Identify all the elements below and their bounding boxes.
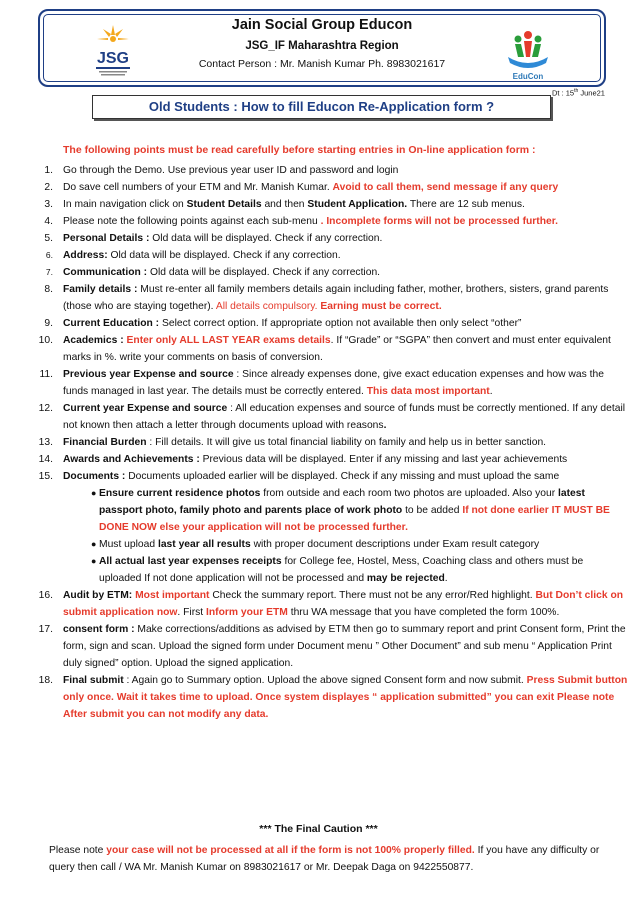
- list-item-number: 16.: [38, 590, 53, 601]
- list-item: [18, 281, 628, 315]
- list-item-number: 9.: [44, 318, 53, 329]
- text-segment: Inform your ETM: [206, 607, 288, 618]
- text-segment: Ensure current residence photos: [99, 488, 261, 499]
- list-item-number: 11.: [39, 369, 53, 380]
- text-segment: : Since already expenses done, give exact education expenses and how was the funds managed in last year. The details must be correctly entered.: [63, 369, 604, 397]
- text-segment: Personal Details :: [63, 233, 150, 244]
- list-item: [18, 247, 628, 264]
- bullet-icon: ●: [91, 556, 97, 566]
- text-segment: Do save cell numbers of your ETM and Mr. Manish Kumar.: [63, 182, 333, 193]
- org-name: Jain Social Group Educon: [231, 17, 413, 33]
- list-item: [18, 162, 628, 179]
- date-month: June21: [578, 88, 605, 98]
- final-caution-title: *** The Final Caution ***: [259, 823, 378, 835]
- contact-person: Contact Person : Mr. Manish Kumar Ph. 8983021617: [198, 58, 446, 70]
- text-segment: Student Details: [186, 199, 262, 210]
- text-segment: Check the summary report. There must not be any error/Red highlight.: [209, 590, 536, 601]
- list-item-number: 1.: [44, 165, 53, 176]
- list-item-number: 5.: [44, 233, 53, 244]
- text-segment: .: [489, 386, 493, 397]
- list-item: [18, 672, 628, 723]
- text-segment: .: [444, 573, 448, 584]
- text-segment: and then: [261, 199, 308, 210]
- bullet-icon: ●: [91, 488, 97, 498]
- text-segment: thru WA message that you have completed the form 100%.: [287, 607, 560, 618]
- list-item: [18, 451, 628, 468]
- text-segment: Old data will be displayed. Check if any correction.: [107, 250, 341, 261]
- text-segment: All actual last year expenses receipts: [99, 556, 282, 567]
- text-segment: Awards and Achievements :: [63, 454, 200, 465]
- document-date: [552, 88, 605, 98]
- text-segment: consent form :: [63, 624, 135, 635]
- list-item: [18, 434, 628, 451]
- final-caution-text: [49, 842, 619, 876]
- list-item-number: 6.: [45, 250, 53, 260]
- text-segment: latest passport photo, family photo and parents place of work photo: [99, 488, 585, 516]
- text-segment: Communication :: [63, 267, 148, 278]
- text-segment: Documents uploaded earlier will be displayed. Check if any missing and must upload the same: [125, 471, 560, 482]
- list-item: [18, 621, 628, 672]
- sub-bullet-item: [18, 485, 628, 536]
- text-segment: In main navigation click on: [63, 199, 187, 210]
- text-segment: Address:: [63, 250, 108, 261]
- text-segment: Academics :: [63, 335, 124, 346]
- list-item-number: 17.: [38, 624, 53, 635]
- instruction-note: The following points must be read carefully before starting entries in On-line application form :: [63, 144, 536, 156]
- bullet-icon: ●: [91, 539, 97, 549]
- list-item: [18, 332, 628, 366]
- list-item: [18, 196, 628, 213]
- text-segment: Earning must be correct.: [320, 301, 442, 312]
- text-segment: Old data will be displayed. Check if any correction.: [147, 267, 381, 278]
- list-item-number: 4.: [44, 216, 53, 227]
- jsg-logo-text: JSG: [96, 50, 130, 67]
- text-segment: : All education expenses and source of funds must be correctly mentioned. If any detail not known then attach a letter through documents upload with reasons: [63, 403, 626, 431]
- text-segment: Must upload: [99, 539, 158, 550]
- instructions-list: [18, 162, 628, 723]
- text-segment: Go through the Demo. Use previous year user ID and password and login: [63, 165, 399, 176]
- date-prefix: Dt : 15: [552, 88, 575, 98]
- text-segment: Please note the following points against each sub-menu: [63, 216, 321, 227]
- text-segment: Current year Expense and source: [63, 403, 228, 414]
- educon-logo-text: EduCon: [512, 72, 544, 81]
- text-segment: Old data will be displayed. Check if any correction.: [149, 233, 383, 244]
- text-segment: last year all results: [157, 539, 251, 550]
- text-segment: may be rejected: [366, 573, 445, 584]
- text-segment: : Fill details. It will give us total financial liability on family and help us in better sanction.: [146, 437, 547, 448]
- list-item-number: 3.: [44, 199, 53, 210]
- list-item-number: 7.: [45, 267, 53, 277]
- text-segment: Family details :: [63, 284, 138, 295]
- header-box: [38, 9, 606, 87]
- region-name: JSG_IF Maharashtra Region: [245, 40, 399, 52]
- list-item: [18, 587, 628, 621]
- text-segment: Must re-enter all family members details again including father, mother, brothers, sisters, grand parents (those who are staying together).: [63, 284, 609, 312]
- date-suffix-sup: th: [574, 88, 579, 94]
- text-segment: Select correct option. If appropriate option not available then only select “other”: [159, 318, 522, 329]
- text-segment: Previous year Expense and source: [63, 369, 234, 380]
- list-item-number: 8.: [44, 284, 53, 295]
- list-item-number: 18.: [38, 675, 53, 686]
- list-item-number: 2.: [44, 182, 53, 193]
- list-item: [18, 366, 628, 400]
- jsg-logo: [90, 21, 136, 83]
- text-segment: Previous data will be displayed. Enter if any missing and last year achievements: [199, 454, 568, 465]
- text-segment: Make corrections/additions as advised by ETM then go to summary report and print Consent form, Print the form, sign and scan. Upload the signed form under Document menu ” Other Document” and sub menu “ Application Print duly signed” option. Upload the signed application.: [63, 624, 626, 669]
- text-segment: This data most important: [366, 386, 490, 397]
- sub-bullet-item: [18, 553, 628, 587]
- list-item: [18, 213, 628, 230]
- text-segment: to be added: [402, 505, 463, 516]
- text-segment: Documents :: [63, 471, 126, 482]
- text-segment: If you have any difficulty or query then call / WA Mr. Manish Kumar on 8983021617 or Mr. Deepak Daga on 9422550877.: [49, 845, 600, 873]
- text-segment: from outside and each room two photos are uploaded. Also your: [260, 488, 559, 499]
- text-segment: for College fee, Hostel, Mess, Coaching class and others must be uploaded If not done application will not be processed and: [99, 556, 584, 584]
- text-segment: : Again go to Summary option. Upload the above signed Consent form and now submit.: [123, 675, 527, 686]
- list-item-number: 13.: [38, 437, 53, 448]
- list-item: [18, 468, 628, 485]
- text-segment: Avoid to call them, send message if any query: [332, 182, 559, 193]
- educon-logo: [502, 23, 554, 81]
- text-segment: Current Education :: [63, 318, 160, 329]
- page-title: Old Students : How to fill Educon Re-Application form ?: [92, 95, 551, 119]
- sub-bullet-item: [18, 536, 628, 553]
- text-segment: Final submit: [63, 675, 124, 686]
- text-segment: . First: [177, 607, 207, 618]
- list-item: [18, 264, 628, 281]
- text-segment: There are 12 sub menus.: [407, 199, 525, 210]
- text-segment: All details compulsory.: [215, 301, 318, 312]
- text-segment: with proper document descriptions under Exam result category: [250, 539, 540, 550]
- text-segment: Enter only ALL LAST YEAR exams details: [126, 335, 331, 346]
- text-segment: Financial Burden: [63, 437, 147, 448]
- text-segment: . Incomplete forms will not be processed further.: [320, 216, 559, 227]
- list-item-number: 14.: [38, 454, 53, 465]
- text-segment: Most important: [135, 590, 210, 601]
- text-segment: .: [383, 420, 387, 431]
- list-item: [18, 179, 628, 196]
- text-segment: your case will not be processed at all if the form is not 100% properly filled.: [106, 845, 475, 856]
- list-item-number: 15.: [38, 471, 53, 482]
- text-segment: . If “Grade” or “SGPA” then convert and must enter equivalent marks in %. write your comments on basis of conversion.: [63, 335, 611, 363]
- list-item: [18, 400, 628, 434]
- text-segment: Please note: [49, 845, 107, 856]
- text-segment: Student Application.: [307, 199, 408, 210]
- list-item-number: 10.: [38, 335, 53, 346]
- text-segment: Audit by ETM:: [63, 590, 133, 601]
- list-item-number: 12.: [38, 403, 53, 414]
- list-item: [18, 315, 628, 332]
- list-item: [18, 230, 628, 247]
- text-segment: Press Submit button only once. Wait it takes time to upload. Once system displayes “ application submitted” you can exit Please note After submit you can not modify any data.: [63, 675, 628, 720]
- text-segment: If not done earlier IT MUST BE DONE NOW else your application will not be processed further.: [99, 505, 610, 533]
- text-segment: But Don’t click on submit application now: [63, 590, 624, 618]
